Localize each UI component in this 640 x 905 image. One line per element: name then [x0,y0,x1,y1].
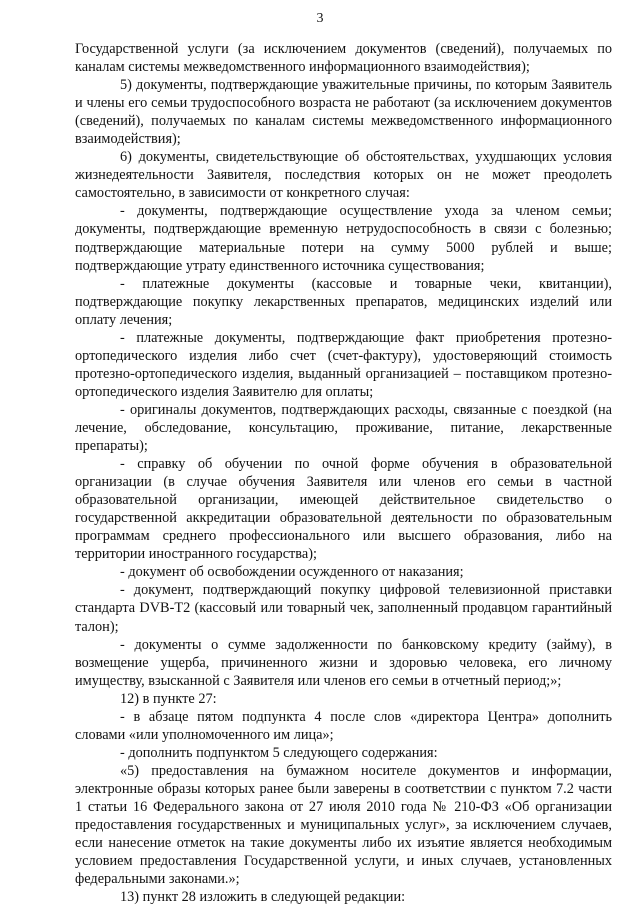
paragraph-continuation: Государственной услуги (за исключением документов (сведений), получаемых по каналам системы межведомственного информационного взаимодействия); [75,41,612,76]
list-item-amendment-paragraph-five: - в абзаце пятом подпункта 4 после слов «директора Центра» дополнить словами «или уполномоченного им лица»; [75,708,612,743]
list-item-care-documents: - документы, подтверждающие осуществление ухода за членом семьи; документы, подтверждающие временную нетрудоспособность в связи с болезнью; подтверждающие материальные потери на сумму 5000 рублей и выше; подтверждающие утрату единственного источника существования; [75,203,612,274]
list-item-add-subparagraph-5: - дополнить подпунктом 5 следующего содержания: [120,744,438,761]
paragraph-item-12: 12) в пункте 27: [120,690,217,707]
paragraph-item-13: 13) пункт 28 изложить в следующей редакции: [120,889,406,905]
list-item-debt-documents: - документы о сумме задолженности по банковскому кредиту (займу), в возмещение ущерба, причиненного жизни и здоровью человека, его личному имуществу, взысканной с Заявителя или членов его семьи в отчетный период;»; [75,636,612,689]
list-item-dvb-t2-purchase: - документ, подтверждающий покупку цифровой телевизионной приставки стандарта DVB-T2 (кассовый или товарный чек, заполненный продавцом гарантийный талон); [75,582,612,635]
page-number: 3 [316,11,324,26]
paragraph-item-6: 6) документы, свидетельствующие об обстоятельствах, ухудшающих условия жизнедеятельности Заявителя, последствия которых он не может преодолеть самостоятельно, в зависимости от конкретного случая: [75,149,612,202]
list-item-travel-expenses: - оригиналы документов, подтверждающих расходы, связанные с поездкой (на лечение, обследование, консультацию, проживание, питание, лекарственные препараты); [75,401,612,455]
list-item-education-certificate: - справку об обучении по очной форме обучения в образовательной организации (в случае обучения Заявителя или членов его семьи в частной образовательной организации, имеющей действительное свидетельство о государственной аккредитации образовательной деятельности по образовательным программам среднего профессионального или высшего образования, либо на территории иностранного государства); [75,456,612,563]
list-item-payment-medicines: - платежные документы (кассовые и товарные чеки, квитанции), подтверждающие покупку лекарственных препаратов, медицинских изделий или оплату лечения; [75,275,612,328]
list-item-payment-prosthetics: - платежные документы, подтверждающие факт приобретения протезно-ортопедического изделия либо счет (счет-фактуру), удостоверяющий стоимость протезно-ортопедического изделия, выданный организацией – поставщиком протезно-ортопедического изделия Заявителю для оплаты; [75,329,612,400]
quoted-subparagraph-5: «5) предоставления на бумажном носителе документов и информации, электронные образы которых ранее были заверены в соответствии с пунктом 7.2 части 1 статьи 16 Федерального закона от 27 июля 2010 года № 210-ФЗ «Об организации предоставления государственных и муниципальных услуг», за исключением случаев, если нанесение отметок на такие документы либо их изъятие является необходимым условием предоставления Государственной услуги, и иных случаев, установленных федеральными законами.»; [75,762,612,888]
paragraph-item-5: 5) документы, подтверждающие уважительные причины, по которым Заявитель и члены его семьи трудоспособного возраста не работают (за исключением документов (сведений), получаемых по каналам системы межведомственного информационного взаимодействия); [75,77,612,148]
list-item-release-document: - документ об освобождении осужденного от наказания; [120,564,464,581]
document-body [75,40,612,905]
